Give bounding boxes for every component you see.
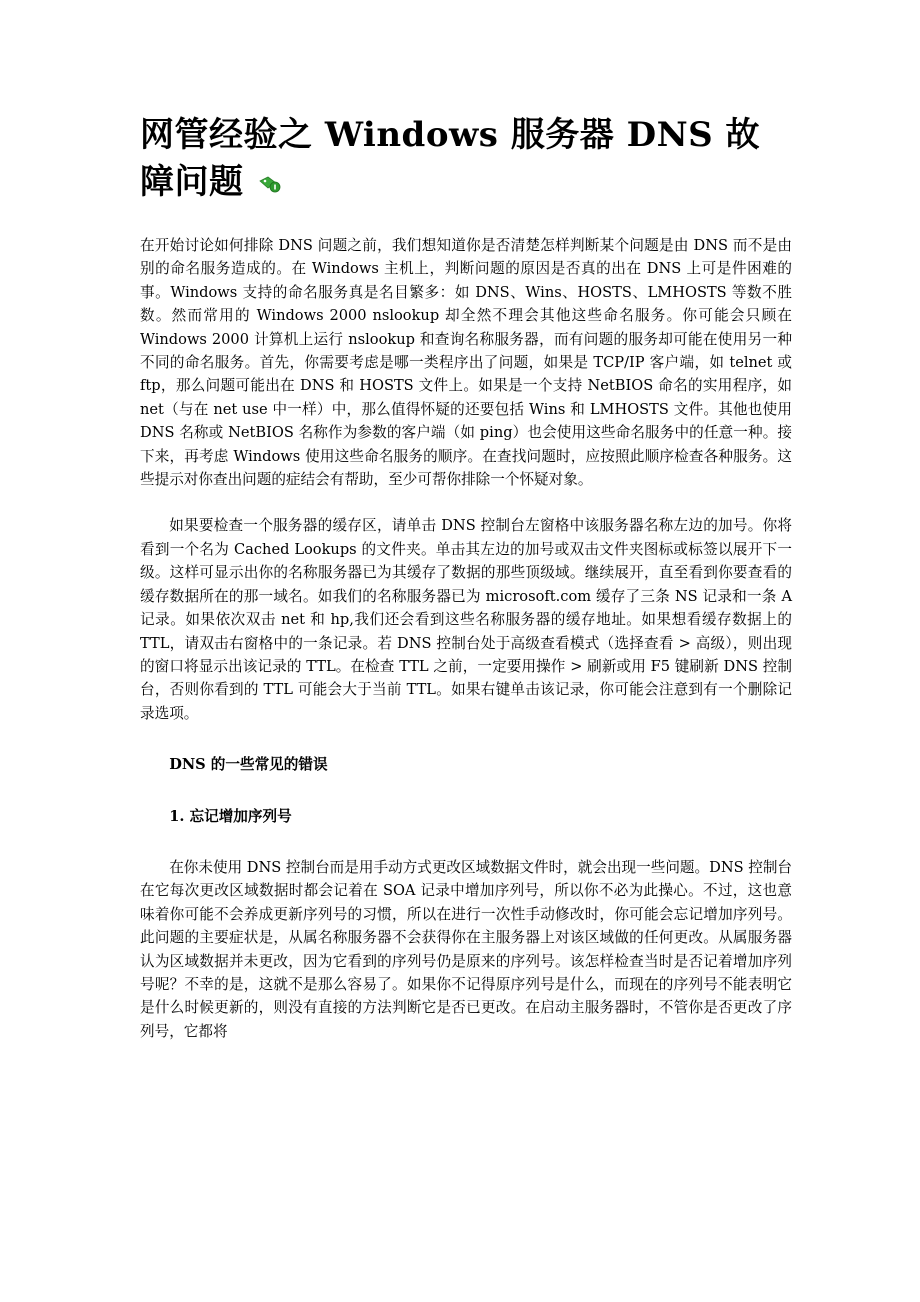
paragraph-serial: 在你未使用 DNS 控制台而是用手动方式更改区域数据文件时，就会出现一些问题。DNS 控制台在它每次更改区域数据时都会记着在 SOA 记录中增加序列号，所以你不必为此操心。不过，这也意味着你可能不会养成更新序列号的习惯，所以在进行一次性手动修改时，你可能会忘记增加序列号。此问题的主要症状是，从属名称服务器不会获得你在主服务器上对该区域做的任何更改。从属服务器认为区域数据并未更改，因为它看到的序列号仍是原来的序列号。该怎样检查当时是否记着增加序列号呢？不幸的是，这就不是那么容易了。如果你不记得原序列号是什么，而现在的序列号不能表明它是什么时候更新的，则没有直接的方法判断它是否已更改。在启动主服务器时，不管你是否更改了序列号，它都将 — [140, 858, 793, 1040]
document-title — [140, 112, 792, 206]
document-page — [140, 112, 792, 1043]
title-text: 网管经验之 Windows 服务器 DNS 故障问题 — [140, 115, 761, 202]
paragraph-gap — [140, 725, 792, 753]
paragraph-intro: 在开始讨论如何排除 DNS 问题之前，我们想知道你是否清楚怎样判断某个问题是由 DNS 而不是由别的命名服务造成的。在 Windows 主机上，判断问题的原因是否真的出在 DNS 上可是件困难的事。Windows 支持的命名服务真是名目繁多：如 DNS、Wins、HOSTS、LMHOSTS 等数不胜数。然而常用的 Windows 2000 nslookup 却全然不理会其他这些命名服务。你可能会只顾在 Windows 2000 计算机上运行 nslookup 和查询名称服务器，而有问题的服务却可能在使用另一种不同的命名服务。首先，你需要考虑是哪一类程序出了问题，如果是 TCP/IP 客户端，如 telnet 或 ftp，那么问题可能出在 DNS 和 HOSTS 文件上。如果是一个支持 NetBIOS 命名的实用程序，如 net（与在 net use 中一样）中，那么值得怀疑的还要包括 Wins 和 LMHOSTS 文件。其他也使用 DNS 名称或 NetBIOS 名称作为参数的客户端（如 ping）也会使用这些命名服务中的任意一种。接下来，再考虑 Windows 使用这些命名服务的顺序。在查找问题时，应按照此顺序检查各种服务。这些提示对你查出问题的症结会有帮助，至少可帮你排除一个怀疑对象。 — [140, 237, 792, 489]
paragraph-gap — [140, 828, 792, 856]
section-heading: DNS 的一些常见的错误 — [169, 756, 328, 774]
paragraph-gap — [140, 491, 792, 514]
green-tag-icon — [258, 175, 282, 193]
paragraph-gap — [140, 777, 792, 805]
paragraph-cache: 如果要检查一个服务器的缓存区，请单击 DNS 控制台左窗格中该服务器名称左边的加号。你将看到一个名为 Cached Lookups 的文件夹。单击其左边的加号或双击文件夹图标或标签以展开下一级。这样可显示出你的名称服务器已为其缓存了数据的那些顶级域。继续展开，直至看到你要查看的缓存数据所在的那一域名。如我们的名称服务器已为 microsoft.com 缓存了三条 NS 记录和一条 A 记录。如果依次双击 net 和 hp,我们还会看到这些名称服务器的缓存地址。如果想看缓存数据上的 TTL，请双击右窗格中的一条记录。若 DNS 控制台处于高级查看模式（选择查看 > 高级），则出现的窗口将显示出该记录的 TTL。在检查 TTL 之前，一定要用操作 > 刷新或用 F5 键刷新 DNS 控制台，否则你看到的 TTL 可能会大于当前 TTL。如果右键单击该记录，你可能会注意到有一个删除记录选项。 — [140, 517, 792, 722]
subsection-heading: 1. 忘记增加序列号 — [169, 807, 292, 825]
